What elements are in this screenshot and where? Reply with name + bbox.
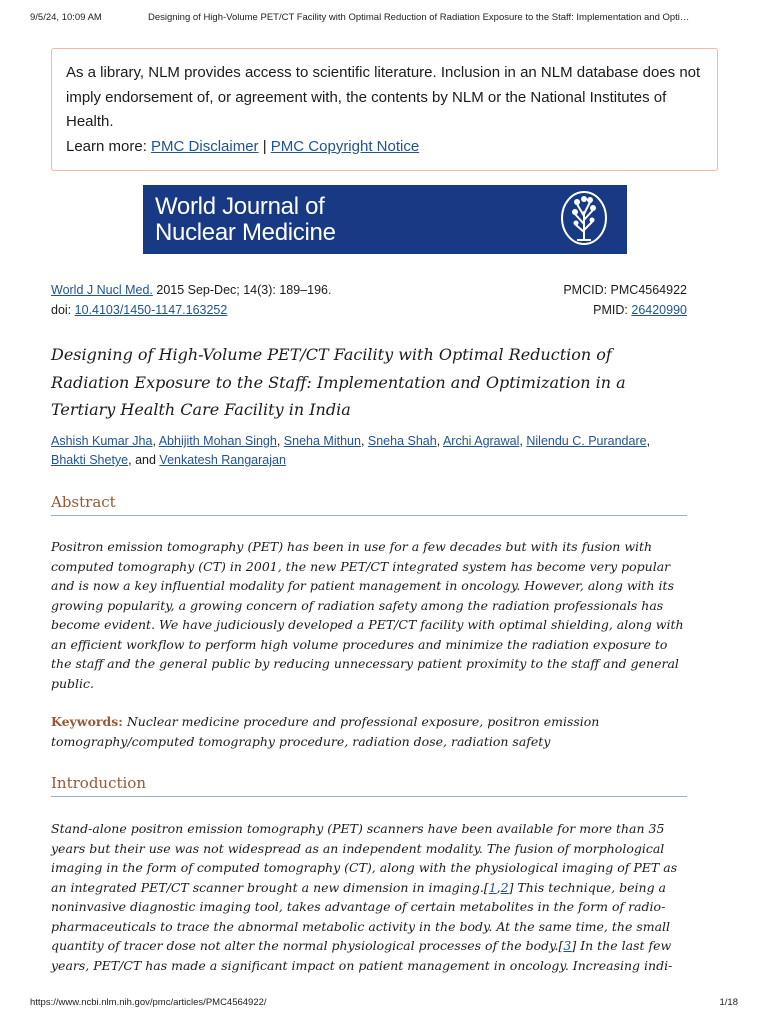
abstract-heading: Abstract xyxy=(51,493,687,516)
article-title: Designing of High-Volume PET/CT Facility with Optimal Reduction of Radiation Exposure to the Staff: Implementation and Optimization in a Tertiary Health Care Facility in India xyxy=(51,345,626,419)
introduction-text xyxy=(51,819,691,975)
author-link[interactable]: Bhakti Shetye xyxy=(51,453,129,467)
intro-text-part: ] In the last few years, PET/CT has made a significant impact on patient management in oncology. Increasing indi- xyxy=(51,938,673,973)
print-footer xyxy=(30,997,738,1008)
reference-link[interactable]: 2 xyxy=(500,879,509,895)
citation-details: 2015 Sep-Dec; 14(3): 189–196. xyxy=(152,283,332,297)
author-link[interactable]: Sneha Shah xyxy=(367,434,437,448)
pmid-link[interactable]: 26420990 xyxy=(631,303,687,317)
nlm-disclaimer-box xyxy=(51,48,718,171)
journal-banner-line1: World Journal of xyxy=(155,193,325,220)
print-url: https://www.ncbi.nlm.nih.gov/pmc/articles/PMC4564922/ xyxy=(30,997,267,1008)
pmc-copyright-notice-link[interactable]: PMC Copyright Notice xyxy=(270,137,420,155)
doi-label: doi: xyxy=(51,303,75,317)
journal-link[interactable]: World J Nucl Med. xyxy=(51,283,153,297)
pmid-label: PMID: xyxy=(593,303,632,317)
journal-tree-logo-icon xyxy=(559,190,609,248)
ref-separator: , xyxy=(496,879,501,895)
journal-banner-title xyxy=(155,194,336,246)
keywords-label: Keywords: xyxy=(51,714,123,729)
author-list: Ashish Kumar Jha, Abhijith Mohan Singh, Sneha Mithun, Sneha Shah, Archi Agrawal, Nilendu C. Purandare, Bhakti Shetye, and Venkatesh Rangarajan xyxy=(51,434,651,467)
author-conjunction: , and xyxy=(128,453,160,467)
author-link[interactable]: Abhijith Mohan Singh xyxy=(158,434,277,448)
author-link[interactable]: Nilendu C. Purandare xyxy=(526,434,647,448)
disclaimer-text: As a library, NLM provides access to scientific literature. Inclusion in an NLM database does not imply endorsement of, or agreement with, the contents by NLM or the National Institutes of Health. xyxy=(66,64,701,130)
reference-link[interactable]: 1 xyxy=(488,879,497,895)
pmcid: PMCID: PMC4564922 xyxy=(563,283,687,297)
print-datetime: 9/5/24, 10:09 AM xyxy=(30,12,102,23)
citation-line xyxy=(51,283,687,297)
print-page-number: 1/18 xyxy=(719,997,738,1008)
keywords-text: Nuclear medicine procedure and professional exposure, positron emission tomography/computed tomography procedure, radiation dose, radiation safety xyxy=(51,714,600,749)
intro-text-part: ] This technique, being a noninvasive diagnostic imaging tool, takes advantage of certain metabolites in the form of radio-pharmaceuticals to trace the abnormal metabolic activity in the body. At the same time, the small quantity of tracer dose not alter the normal physiological processes of the body.[ xyxy=(51,879,671,953)
pmc-disclaimer-link[interactable]: PMC Disclaimer xyxy=(151,137,259,155)
intro-text-part: Stand-alone positron emission tomography (PET) scanners have been available for more than 35 years but their use was not widespread as an independent modality. The fusion of morphological imaging in the form of computed tomography (CT), along with the physiological imaging of PET as an integrated PET/CT scanner brought a new dimension in imaging.[ xyxy=(51,821,678,895)
journal-banner-line2: Nuclear Medicine xyxy=(155,219,336,246)
doi-link[interactable]: 10.4103/1450-1147.163252 xyxy=(74,303,228,317)
journal-banner[interactable] xyxy=(143,185,627,254)
print-doc-title: Designing of High-Volume PET/CT Facility with Optimal Reduction of Radiation Exposure to the Staff: Implementation and Opti… xyxy=(148,12,690,23)
reference-link[interactable]: 3 xyxy=(563,938,572,953)
author-link[interactable]: Sneha Mithun xyxy=(283,434,361,448)
introduction-heading: Introduction xyxy=(51,774,687,797)
keywords xyxy=(51,712,691,751)
pmid xyxy=(593,303,687,317)
learn-more-label: Learn more: xyxy=(66,137,152,155)
author-link[interactable]: Ashish Kumar Jha xyxy=(51,434,153,448)
author-link[interactable]: Archi Agrawal xyxy=(442,434,520,448)
print-header xyxy=(30,12,738,23)
author-link[interactable]: Venkatesh Rangarajan xyxy=(159,453,286,467)
abstract-text: Positron emission tomography (PET) has been in use for a few decades but with its fusion with computed tomography (CT) in 2001, the new PET/CT integrated system has become very popular and is now a key influential modality for patient management in oncology. However, along with its growing popularity, a growing concern of radiation safety among the radiation professionals has become evident. We have judiciously developed a PET/CT facility with optimal shielding, along with an efficient workflow to perform high volume procedures and minimize the radiation exposure to the staff and the general public by reducing unnecessary patient proximity to the staff and general public. xyxy=(51,539,684,691)
link-separator: | xyxy=(258,137,271,155)
doi-line xyxy=(51,303,687,317)
